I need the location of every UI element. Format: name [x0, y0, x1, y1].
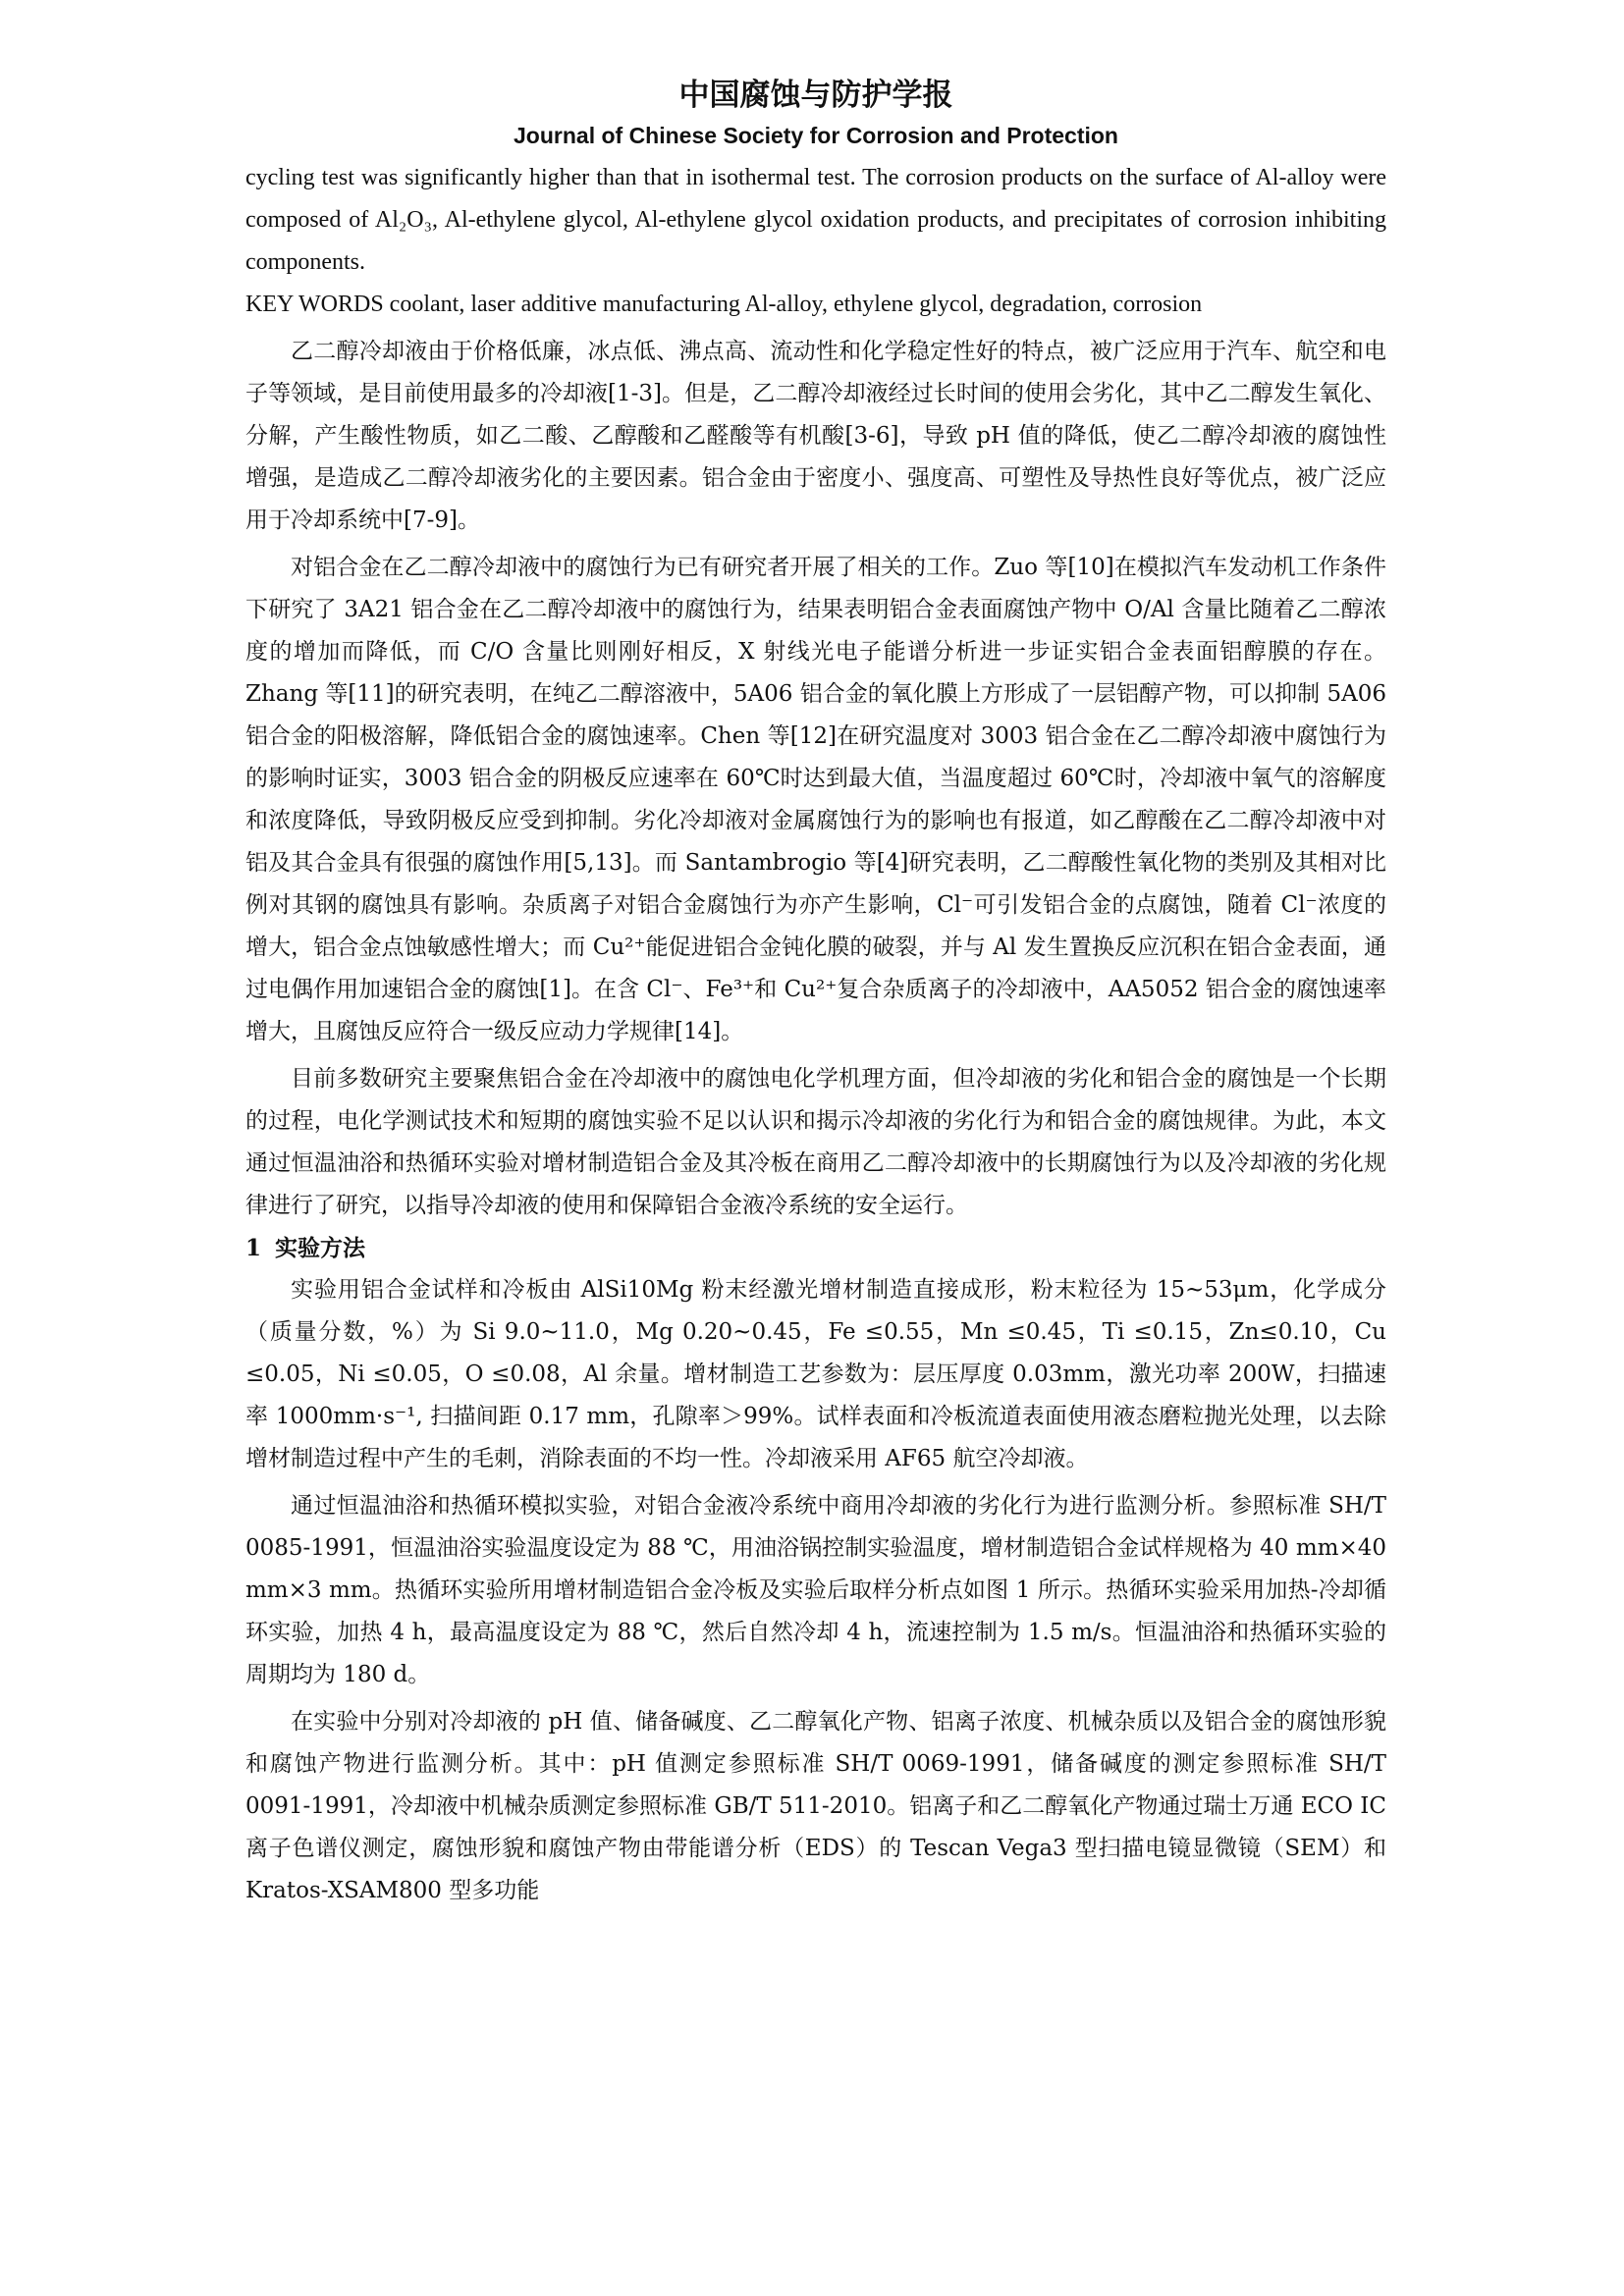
methods-paragraph-3: 在实验中分别对冷却液的 pH 值、储备碱度、乙二醇氧化产物、铝离子浓度、机械杂质以及铝合金的腐蚀形貌和腐蚀产物进行监测分析。其中：pH 值测定参照标准 SH/T 0069-1991，储备碱度的测定参照标准 SH/T 0091-1991，冷却液中机械杂质测定参照标准 GB/T 511-2010。铝离子和乙二醇氧化产物通过瑞士万通 ECO IC 离子色谱仪测定，腐蚀形貌和腐蚀产物由带能谱分析（EDS）的 Tescan Vega3 型扫描电镜显微镜（SEM）和 Kratos-XSAM800 型多功能 — [245, 1709, 1386, 1903]
methods-paragraph-2: 通过恒温油浴和热循环模拟实验，对铝合金液冷系统中商用冷却液的劣化行为进行监测分析。参照标准 SH/T 0085-1991，恒温油浴实验温度设定为 88 ℃，用油浴锅控制实验温度，增材制造铝合金试样规格为 40 mm×40 mm×3 mm。热循环实验所用增材制造铝合金冷板及实验后取样分析点如图 1 所示。热循环实验采用加热-冷却循环实验，加热 4 h，最高温度设定为 88 ℃，然后自然冷却 4 h，流速控制为 1.5 m/s。恒温油浴和热循环实验的周期均为 180 d。 — [245, 1493, 1386, 1687]
section-heading — [245, 1227, 1386, 1269]
section-number: 1 — [245, 1235, 262, 1261]
methods-paragraph-1: 实验用铝合金试样和冷板由 AlSi10Mg 粉末经激光增材制造直接成形，粉末粒径为 15~53μm，化学成分（质量分数，%）为 Si 9.0~11.0，Mg 0.20~0.45，Fe ≤0.55，Mn ≤0.45，Ti ≤0.15，Zn≤0.10，Cu ≤0.05，Ni ≤0.05，O ≤0.08，Al 余量。增材制造工艺参数为：层压厚度 0.03mm，激光功率 200W，扫描速率 1000mm·s⁻¹, 扫描间距 0.17 mm，孔隙率＞99%。试样表面和冷板流道表面使用液态磨粒抛光处理，以去除增材制造过程中产生的毛刺，消除表面的不均一性。冷却液采用 AF65 航空冷却液。 — [245, 1277, 1386, 1471]
intro-paragraph-1: 乙二醇冷却液由于价格低廉，冰点低、沸点高、流动性和化学稳定性好的特点，被广泛应用于汽车、航空和电子等领域，是目前使用最多的冷却液[1-3]。但是，乙二醇冷却液经过长时间的使用会劣化，其中乙二醇发生氧化、分解，产生酸性物质，如乙二酸、乙醇酸和乙醛酸等有机酸[3-6]，导致 pH 值的降低，使乙二醇冷却液的腐蚀性增强，是造成乙二醇冷却液劣化的主要因素。铝合金由于密度小、强度高、可塑性及导热性良好等优点，被广泛应用于冷却系统中[7-9]。 — [245, 339, 1386, 533]
abstract-tail: cycling test was significantly higher than that in isothermal test. The corrosion products on the surface of Al-alloy were composed of Al₂O₃, Al-ethylene glycol, Al-ethylene glycol oxidation products, and precipitates of corrosion inhibiting components. — [245, 165, 1386, 275]
intro-paragraph-3: 目前多数研究主要聚焦铝合金在冷却液中的腐蚀电化学机理方面，但冷却液的劣化和铝合金的腐蚀是一个长期的过程，电化学测试技术和短期的腐蚀实验不足以认识和揭示冷却液的劣化行为和铝合金的腐蚀规律。为此，本文通过恒温油浴和热循环实验对增材制造铝合金及其冷板在商用乙二醇冷却液中的长期腐蚀行为以及冷却液的劣化规律进行了研究，以指导冷却液的使用和保障铝合金液冷系统的安全运行。 — [245, 1066, 1386, 1218]
paper-page — [245, 73, 1386, 1912]
keywords: KEY WORDS coolant, laser additive manufacturing Al-alloy, ethylene glycol, degradation, corrosion — [245, 292, 1203, 317]
journal-title-english: Journal of Chinese Society for Corrosion and Protection — [514, 123, 1118, 148]
section-title: 实验方法 — [275, 1235, 366, 1261]
intro-paragraph-2: 对铝合金在乙二醇冷却液中的腐蚀行为已有研究者开展了相关的工作。Zuo 等[10]在模拟汽车发动机工作条件下研究了 3A21 铝合金在乙二醇冷却液中的腐蚀行为，结果表明铝合金表面腐蚀产物中 O/Al 含量比随着乙二醇浓度的增加而降低，而 C/O 含量比则刚好相反，X 射线光电子能谱分析进一步证实铝合金表面铝醇膜的存在。Zhang 等[11]的研究表明，在纯乙二醇溶液中，5A06 铝合金的氧化膜上方形成了一层铝醇产物，可以抑制 5A06 铝合金的阳极溶解，降低铝合金的腐蚀速率。Chen 等[12]在研究温度对 3003 铝合金在乙二醇冷却液中腐蚀行为的影响时证实，3003 铝合金的阴极反应速率在 60℃时达到最大值，当温度超过 60℃时，冷却液中氧气的溶解度和浓度降低，导致阴极反应受到抑制。劣化冷却液对金属腐蚀行为的影响也有报道，如乙醇酸在乙二醇冷却液中对铝及其合金具有很强的腐蚀作用[5,13]。而 Santambrogio 等[4]研究表明，乙二醇酸性氧化物的类别及其相对比例对其钢的腐蚀具有影响。杂质离子对铝合金腐蚀行为亦产生影响，Cl⁻可引发铝合金的点腐蚀，随着 Cl⁻浓度的增大，铝合金点蚀敏感性增大；而 Cu²⁺能促进铝合金钝化膜的破裂，并与 Al 发生置换反应沉积在铝合金表面，通过电偶作用加速铝合金的腐蚀[1]。在含 Cl⁻、Fe³⁺和 Cu²⁺复合杂质离子的冷却液中，AA5052 铝合金的腐蚀速率增大，且腐蚀反应符合一级反应动力学规律[14]。 — [245, 555, 1386, 1044]
journal-title-chinese: 中国腐蚀与防护学报 — [678, 78, 953, 113]
